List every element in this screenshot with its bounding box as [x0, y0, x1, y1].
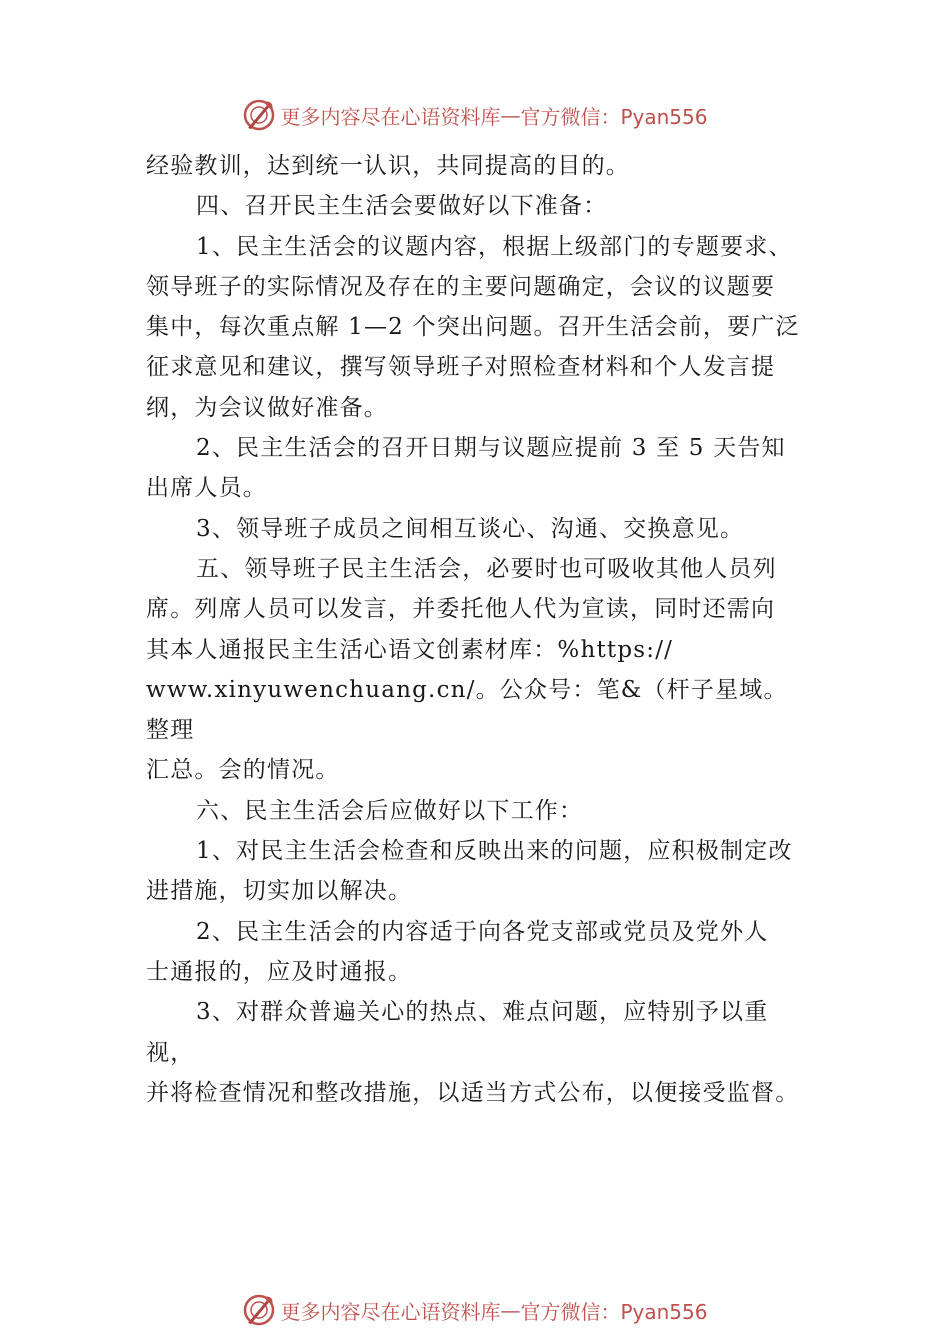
header-separator: — [500, 103, 521, 127]
body-line: 2、民主生活会的内容适于向各党支部或党员及党外人 [196, 918, 769, 945]
body-line: 3、领导班子成员之间相互谈心、沟通、交换意见。 [196, 515, 745, 542]
header-wechat-text: 官方微信：Pyan556 [520, 104, 708, 129]
body-line: 3、对群众普遍关心的热点、难点问题，应特别予以重视， [146, 999, 769, 1066]
body-line: 领导班子的实际情况及存在的主要问题确定，会议的议题要 [146, 273, 776, 300]
footer-brand-text: 更多内容尽在心语资料库 [280, 1299, 501, 1324]
body-line: 2、民主生活会的召开日期与议题应提前 3 至 5 天告知 [196, 435, 786, 462]
body-line: 纲，为会议做好准备。 [146, 394, 388, 421]
footer-banner [0, 1288, 950, 1332]
body-line: 出席人员。 [146, 475, 267, 502]
body-line: 汇总。会的情况。 [146, 757, 340, 784]
body-line: 进措施，切实加以解决。 [146, 878, 413, 905]
body-line: 集中，每次重点解 1—2 个突出问题。召开生活会前，要广泛 [146, 314, 800, 341]
footer-wechat-text: 官方微信：Pyan556 [520, 1299, 708, 1324]
section-heading: 五、领导班子民主生活会，必要时也可吸收其他人员列 [196, 555, 777, 582]
body-line: 并将检查情况和整改措施，以适当方式公布，以便接受监督。 [146, 1079, 800, 1106]
body-line: 士通报的，应及时通报。 [146, 958, 413, 985]
quill-logo-icon [242, 98, 276, 132]
body-line: 其本人通报民主生活心语文创素材库：%https:// [146, 636, 674, 663]
body-line: 席。列席人员可以发言，并委托他人代为宣读，同时还需向 [146, 596, 776, 623]
body-line: 1、对民主生活会检查和反映出来的问题，应积极制定改 [196, 838, 793, 865]
header-brand-text: 更多内容尽在心语资料库 [280, 104, 501, 129]
header-banner [0, 93, 950, 137]
document-body [146, 146, 810, 1113]
body-line: 1、民主生活会的议题内容，根据上级部门的专题要求、 [196, 233, 793, 260]
section-heading: 六、民主生活会后应做好以下工作： [196, 797, 584, 824]
quill-logo-icon [242, 1293, 276, 1327]
footer-separator: — [500, 1298, 521, 1322]
body-line: 经验教训，达到统一认识，共同提高的目的。 [146, 153, 630, 179]
body-line: www.xinyuwenchuang.cn/。公众号：笔&（杆子星域。整理 [146, 676, 788, 744]
section-heading: 四、召开民主生活会要做好以下准备： [196, 193, 608, 220]
body-line: 征求意见和建议，撰写领导班子对照检查材料和个人发言提 [146, 354, 776, 381]
